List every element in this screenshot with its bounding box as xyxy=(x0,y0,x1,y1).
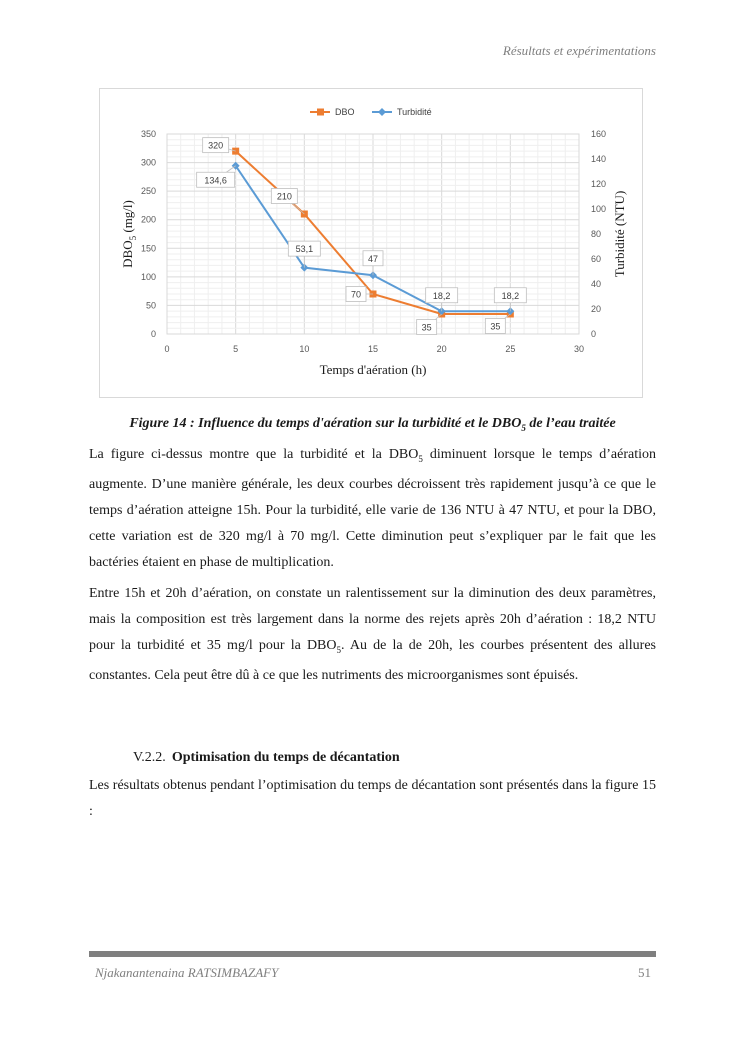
y-left-tick-label: 200 xyxy=(140,214,156,225)
figure-caption xyxy=(89,416,656,433)
y-right-tick-label: 60 xyxy=(591,254,602,264)
x-axis-title: Temps d'aération (h) xyxy=(319,362,427,377)
x-tick-label: 0 xyxy=(164,344,170,354)
y-right-tick-label: 20 xyxy=(591,304,602,314)
chart-figure-14 xyxy=(99,88,643,398)
data-label-turbidite: 53,1 xyxy=(295,244,314,255)
y-left-tick-label: 350 xyxy=(140,129,156,139)
x-tick-label: 10 xyxy=(299,344,310,354)
y-right-tick-label: 80 xyxy=(591,229,602,239)
paragraph-1-text-a: La figure ci-dessus montre que la turbidité et la DBO xyxy=(89,447,419,462)
y-right-tick-label: 100 xyxy=(591,204,607,214)
y-left-title-subscript: 5 xyxy=(128,235,138,241)
paragraph-2-subscript: 5 xyxy=(336,644,342,655)
data-label-turbidite: 134,6 xyxy=(204,175,227,186)
y-right-tick-label: 160 xyxy=(591,129,607,139)
caption-text-end: de l’eau traitée xyxy=(525,416,616,431)
paragraph-2-text-b: . Au de la de 20h, les courbes présentent des allures constantes. Cela peut être dû à ce que les nutriments des microorganismes sont épuisés. xyxy=(89,638,656,683)
running-header: Résultats et expérimentations xyxy=(502,43,656,58)
y-left-tick-label: 150 xyxy=(140,243,156,254)
y-left-tick-label: 50 xyxy=(145,300,156,311)
data-label-turbidite: 47 xyxy=(367,253,379,264)
legend-label: DBO xyxy=(335,107,355,117)
y-right-axis-title: Turbidité (NTU) xyxy=(612,190,627,278)
caption-subscript: 5 xyxy=(521,422,526,433)
y-left-axis-title xyxy=(120,200,138,268)
y-right-tick-label: 120 xyxy=(591,179,607,189)
x-tick-label: 25 xyxy=(505,344,516,354)
x-tick-label: 15 xyxy=(367,344,379,354)
footer-author: Njakanantenaina RATSIMBAZAFY xyxy=(95,965,279,980)
legend-marker-dbo xyxy=(317,109,324,116)
y-right-tick-label: 40 xyxy=(591,279,602,289)
paragraph-2 xyxy=(89,581,656,689)
paragraph-1 xyxy=(89,442,656,576)
data-label-turbidite: 18,2 xyxy=(432,290,451,301)
legend-label: Turbidité xyxy=(397,107,432,117)
y-right-tick-label: 0 xyxy=(591,329,597,339)
section-title-text: Optimisation du temps de décantation xyxy=(171,750,400,765)
x-tick-label: 20 xyxy=(436,344,447,354)
data-label-dbo: 320 xyxy=(208,140,224,151)
data-label-dbo: 35 xyxy=(421,322,432,333)
section-number: V.2.2. xyxy=(133,750,166,765)
paragraph-3: Les résultats obtenus pendant l’optimisation du temps de décantation sont présentés dans la figure 15 : xyxy=(89,778,656,819)
y-left-title-main: DBO xyxy=(120,240,135,268)
y-left-tick-label: 250 xyxy=(140,186,156,197)
data-label-dbo: 35 xyxy=(490,321,501,332)
footer-rule xyxy=(89,951,656,957)
paragraph-1-subscript: 5 xyxy=(418,453,423,464)
y-left-tick-label: 300 xyxy=(140,157,156,168)
y-right-tick-label: 140 xyxy=(591,154,607,164)
legend-marker-turbidite xyxy=(378,108,386,116)
x-tick-label: 5 xyxy=(233,344,239,354)
data-label-dbo: 70 xyxy=(350,289,362,300)
x-tick-label: 30 xyxy=(573,344,585,354)
y-left-tick-label: 100 xyxy=(140,271,156,282)
chart-svg xyxy=(100,89,644,399)
data-label-turbidite: 18,2 xyxy=(501,290,520,301)
page-number: 51 xyxy=(638,965,651,980)
y-left-title-unit: (mg/l) xyxy=(120,200,135,236)
section-heading xyxy=(133,750,400,766)
y-left-tick-label: 0 xyxy=(150,329,156,339)
paragraph-1-text-b: diminuent lorsque le temps d’aération augmente. D’une manière générale, les deux courbes décroissent très rapidement jusqu’à ce que le temps d’aération atteigne 15h. Pour la turbidité, elle varie de 136 NTU à 47 NTU, et pour la DBO, cette variation est de 320 mg/l à 70 mg/l. Cette diminution peut s’expliquer par le fait que les bactéries étaient en phase de multiplication. xyxy=(89,447,656,570)
caption-text: Figure 14 : Influence du temps d'aération sur la turbidité et le DBO xyxy=(129,416,522,431)
paragraph-2-text-a: Entre 15h et 20h d’aération, on constate un ralentissement sur la diminution des deux paramètres, mais la composition est très largement dans la norme des rejets après 20h d’aération : 18,2 NTU pour la turbidité et 35 mg/l pour la DBO xyxy=(89,586,656,653)
data-label-dbo: 210 xyxy=(276,191,292,202)
